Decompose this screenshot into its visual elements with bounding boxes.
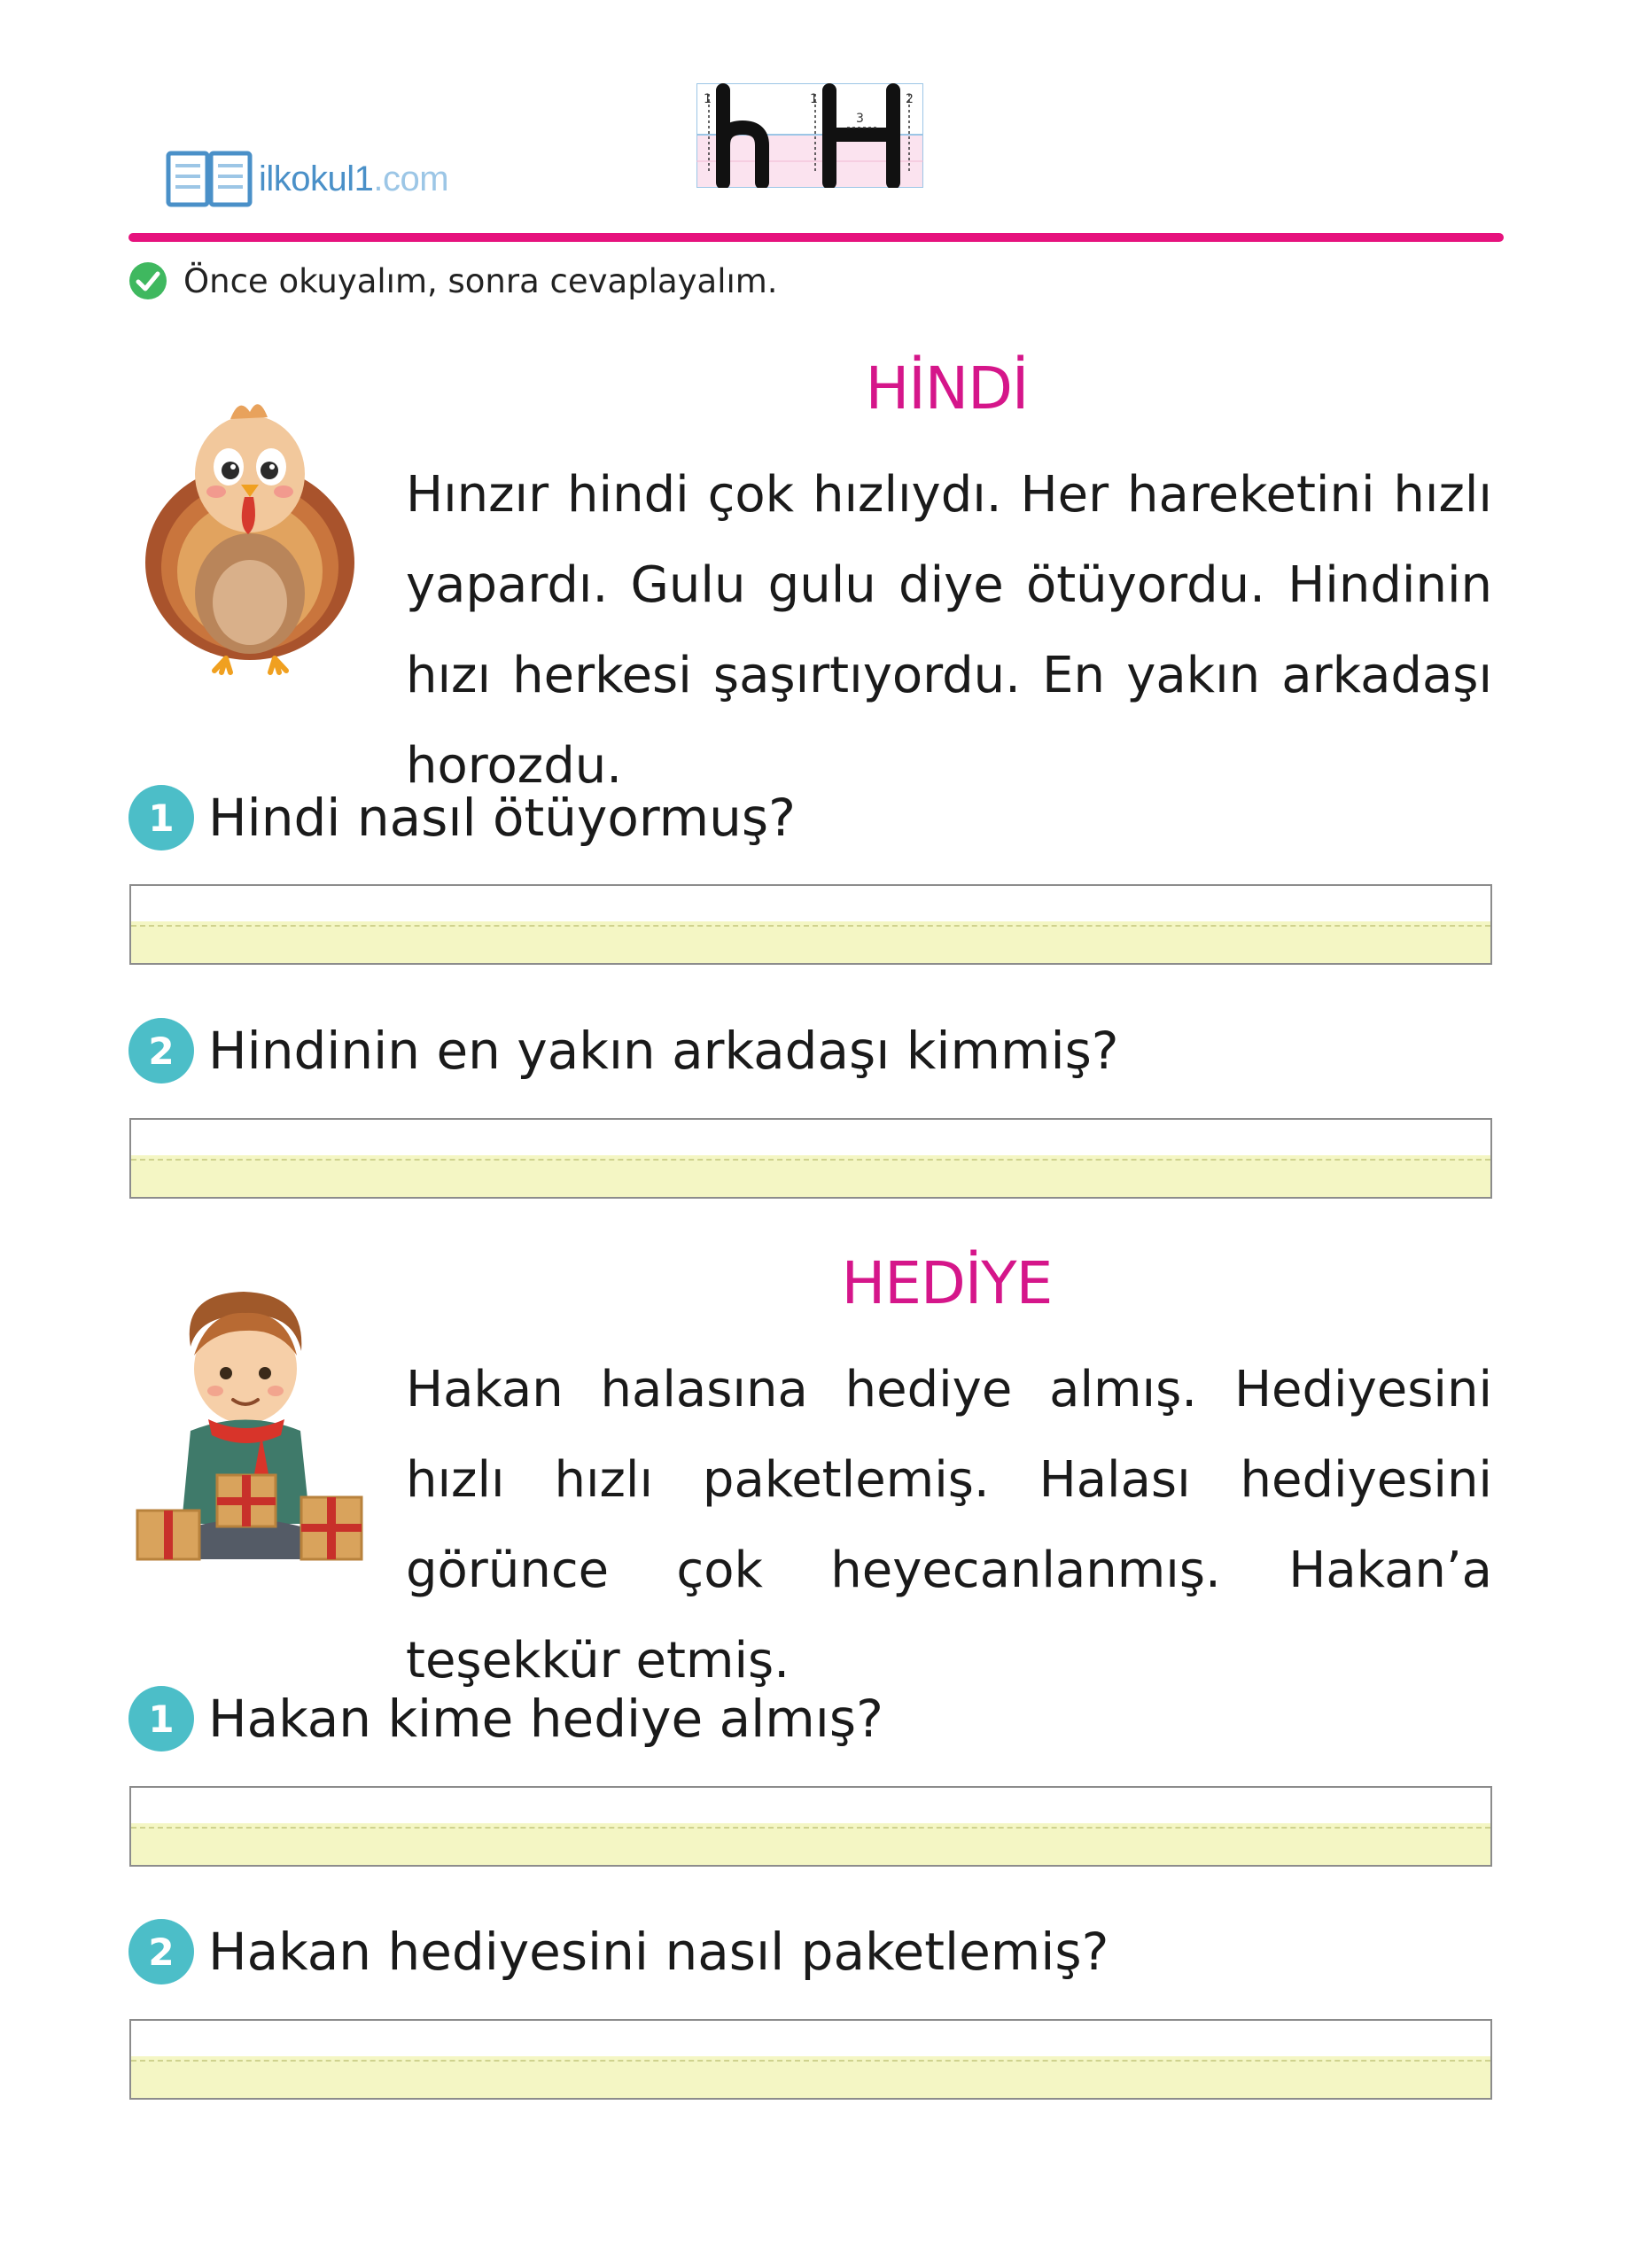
question-text: Hakan hediyesini nasıl paketlemiş? bbox=[208, 1922, 1109, 1982]
question-number-badge: 1 bbox=[128, 785, 194, 850]
story-title: HEDİYE bbox=[841, 1249, 1053, 1317]
answer-field[interactable] bbox=[129, 1118, 1492, 1199]
question bbox=[128, 1679, 883, 1759]
logo-text: ilkokul1.com bbox=[259, 159, 449, 198]
story-text: Hakan halasına hediye almış. Hediyesini hızlı hızlı paketlemiş. Halası hediyesini görünce çok heyecanlanmış. Hakan’a teşekkür etmiş. bbox=[406, 1361, 1492, 1689]
site-logo bbox=[165, 144, 457, 214]
boy-wrapping-gifts-illustration bbox=[128, 1276, 368, 1581]
stroke-number: 1 bbox=[704, 92, 712, 106]
question-number-badge: 2 bbox=[128, 1018, 194, 1084]
header-divider bbox=[128, 233, 1504, 242]
answer-field[interactable] bbox=[129, 1786, 1492, 1867]
instruction-text: Önce okuyalım, sonra cevaplayalım. bbox=[183, 261, 778, 300]
stroke-number: 3 bbox=[856, 112, 864, 126]
instruction bbox=[128, 255, 778, 307]
stroke-number: 2 bbox=[906, 92, 914, 106]
check-circle-icon bbox=[128, 261, 167, 300]
question-text: Hindinin en yakın arkadaşı kimmiş? bbox=[208, 1021, 1119, 1081]
question bbox=[128, 1011, 1119, 1091]
question-number-badge: 1 bbox=[128, 1686, 194, 1751]
letter-writing-guide bbox=[696, 83, 923, 188]
story-text: Hınzır hindi çok hızlıydı. Her hareketini hızlı yapardı. Gulu gulu diye ötüyordu. Hindinin hızı herkesi şaşırtıyordu. En yakın arkadaşı horozdu. bbox=[406, 466, 1492, 795]
stroke-number: 1 bbox=[810, 92, 818, 106]
question bbox=[128, 1912, 1109, 1992]
question-text: Hindi nasıl ötüyormuş? bbox=[208, 788, 796, 848]
question-number-badge: 2 bbox=[128, 1919, 194, 1984]
answer-field[interactable] bbox=[129, 2019, 1492, 2100]
question-text: Hakan kime hediye almış? bbox=[208, 1689, 883, 1749]
question bbox=[128, 778, 796, 858]
answer-field[interactable] bbox=[129, 884, 1492, 965]
turkey-illustration bbox=[142, 377, 359, 678]
book-icon bbox=[165, 148, 253, 210]
story-title: HİNDİ bbox=[865, 354, 1029, 423]
